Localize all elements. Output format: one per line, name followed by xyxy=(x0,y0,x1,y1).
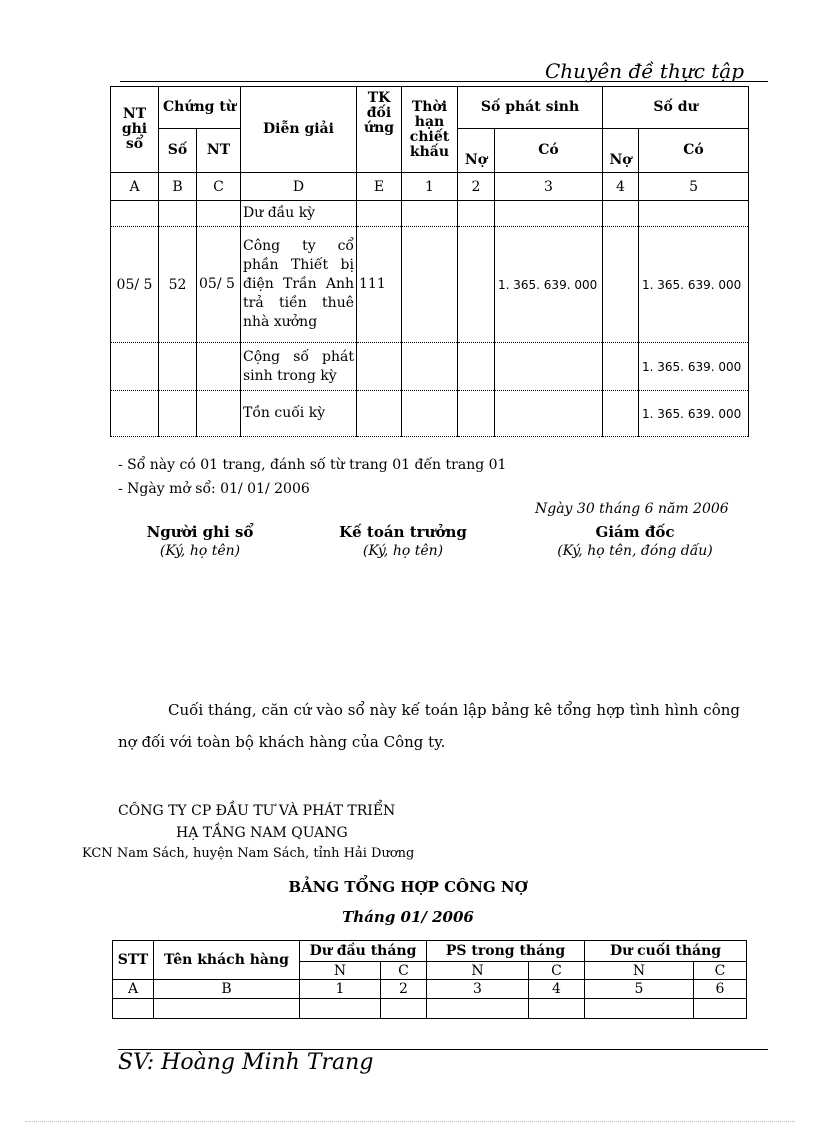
col-opening: Dư đầu tháng xyxy=(300,941,427,962)
col-so-phat-sinh: Số phát sinh xyxy=(458,87,603,129)
signature-director xyxy=(540,523,730,559)
entry-credit: 1. 365. 639. 000 xyxy=(495,227,603,343)
closing-balance-credit: 1. 365. 639. 000 xyxy=(639,391,749,437)
col-dien-giai: Diễn giải xyxy=(241,87,357,173)
body-paragraph: Cuối tháng, căn cứ vào sổ này kế toán lập bảng kê tổng hợp tình hình công nợ đối với toàn bộ khách hàng của Công ty. xyxy=(118,701,740,751)
header-rule xyxy=(120,81,768,82)
company-name-line1: CÔNG TY CP ĐẦU TƯ VÀ PHÁT TRIỂN xyxy=(118,803,396,819)
code-cell: 2 xyxy=(381,980,427,999)
col-nt: NT xyxy=(197,129,241,173)
col-nt-ghi-so: NT ghi sổ xyxy=(111,87,159,173)
col-closing: Dư cuối tháng xyxy=(585,941,747,962)
col-c: C xyxy=(694,962,747,980)
col-so-du: Số dư xyxy=(603,87,749,129)
code-cell: 3 xyxy=(427,980,529,999)
summary-empty-row xyxy=(113,999,747,1019)
note-pages: - Sổ này có 01 trang, đánh số từ trang 01 đến trang 01 xyxy=(118,457,507,473)
code-row xyxy=(111,173,749,201)
code-cell: 4 xyxy=(603,173,639,201)
header-title: Chuyên đề thực tập xyxy=(545,59,745,83)
summary-table xyxy=(112,940,747,1019)
code-cell: 5 xyxy=(585,980,694,999)
chief-accountant-note: (Ký, họ tên) xyxy=(362,543,444,559)
col-du-no: Nợ xyxy=(603,129,639,173)
code-cell: 6 xyxy=(694,980,747,999)
col-du-co: Có xyxy=(639,129,749,173)
col-tk-doi-ung: TK đối ứng xyxy=(357,87,402,173)
col-n: N xyxy=(427,962,529,980)
opening-label: Dư đầu kỳ xyxy=(241,201,357,227)
report-period: Tháng 01/ 2006 xyxy=(342,908,474,926)
director-note: (Ký, họ tên, đóng dấu) xyxy=(557,543,713,559)
code-cell: D xyxy=(241,173,357,201)
entry-voucher-date: 05/ 5 xyxy=(197,227,241,343)
entry-voucher-no: 52 xyxy=(159,227,197,343)
code-cell: 2 xyxy=(458,173,495,201)
page-edge-dots xyxy=(25,1121,795,1122)
signature-chief-accountant xyxy=(328,523,478,559)
chief-accountant-title: Kế toán trưởng xyxy=(339,523,467,541)
total-balance-credit: 1. 365. 639. 000 xyxy=(639,343,749,391)
code-cell: B xyxy=(154,980,300,999)
code-cell: 1 xyxy=(402,173,458,201)
total-row xyxy=(111,343,749,391)
col-chung-tu: Chứng từ xyxy=(159,87,241,129)
col-so: Số xyxy=(159,129,197,173)
entry-row xyxy=(111,227,749,343)
opening-row xyxy=(111,201,749,227)
report-title: BẢNG TỔNG HỢP CÔNG NỢ xyxy=(288,878,528,896)
recorder-note: (Ký, họ tên) xyxy=(159,543,241,559)
code-cell: A xyxy=(113,980,154,999)
col-n: N xyxy=(300,962,381,980)
company-address: KCN Nam Sách, huyện Nam Sách, tỉnh Hải Dương xyxy=(82,846,415,861)
col-n: N xyxy=(585,962,694,980)
entry-account: 111 xyxy=(357,227,402,343)
entry-date: 05/ 5 xyxy=(111,227,159,343)
closing-row xyxy=(111,391,749,437)
col-ps: PS trong tháng xyxy=(427,941,585,962)
col-c: C xyxy=(381,962,427,980)
code-cell: A xyxy=(111,173,159,201)
entry-balance-credit: 1. 365. 639. 000 xyxy=(639,227,749,343)
col-psinh-no: Nợ xyxy=(458,129,495,173)
signature-date: Ngày 30 tháng 6 năm 2006 xyxy=(535,501,729,517)
code-cell: 1 xyxy=(300,980,381,999)
code-cell: 4 xyxy=(529,980,585,999)
footer-student: SV: Hoàng Minh Trang xyxy=(118,1050,374,1075)
code-cell: C xyxy=(197,173,241,201)
col-thoi-han: Thời hạn chiết khấu xyxy=(402,87,458,173)
company-name-line2: HẠ TẦNG NAM QUANG xyxy=(176,825,348,841)
col-stt: STT xyxy=(113,941,154,980)
recorder-title: Người ghi sổ xyxy=(146,523,254,541)
director-title: Giám đốc xyxy=(595,523,675,541)
code-cell: E xyxy=(357,173,402,201)
entry-description: Công ty cổ phần Thiết bị điện Trần Anh trả tiền thuê nhà xưởng xyxy=(241,227,357,343)
signature-recorder xyxy=(130,523,270,559)
summary-code-row xyxy=(113,980,747,999)
ledger-table xyxy=(110,86,749,437)
code-cell: 5 xyxy=(639,173,749,201)
note-open-date: - Ngày mở sổ: 01/ 01/ 2006 xyxy=(118,481,310,497)
closing-label: Tồn cuối kỳ xyxy=(241,391,357,437)
total-label: Cộng số phát sinh trong kỳ xyxy=(241,343,357,391)
col-customer: Tên khách hàng xyxy=(154,941,300,980)
code-cell: 3 xyxy=(495,173,603,201)
code-cell: B xyxy=(159,173,197,201)
col-psinh-co: Có xyxy=(495,129,603,173)
col-c: C xyxy=(529,962,585,980)
